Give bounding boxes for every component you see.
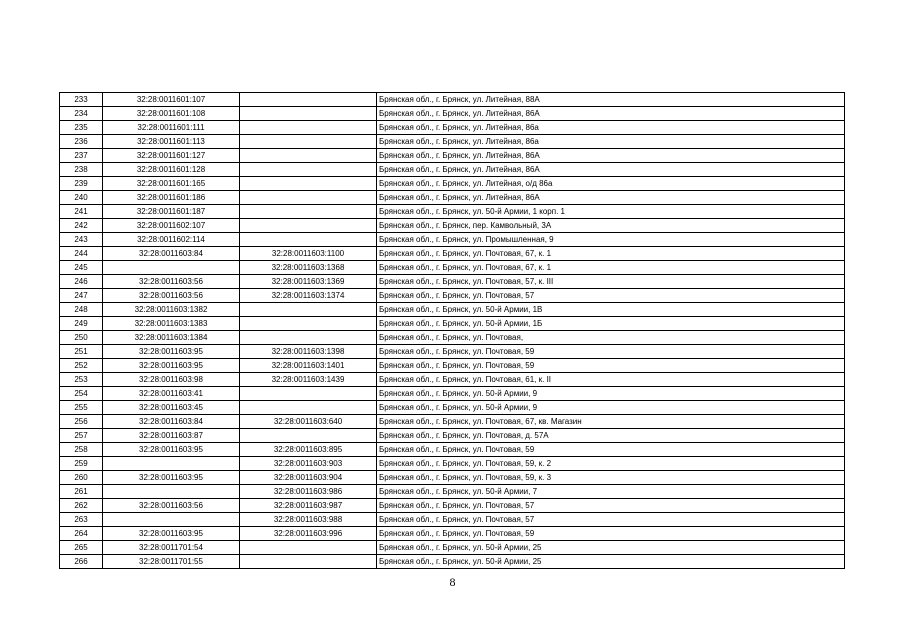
table-row <box>60 177 845 191</box>
cadastral-number-cell: 32:28:0011601:165 <box>103 177 240 191</box>
table-row <box>60 93 845 107</box>
cadastral-number-cell: 32:28:0011603:45 <box>103 401 240 415</box>
sub-cadastral-number-cell: 32:28:0011603:895 <box>240 443 377 457</box>
cadastral-number-cell: 32:28:0011602:107 <box>103 219 240 233</box>
cadastral-number-cell: 32:28:0011701:55 <box>103 555 240 569</box>
row-number-cell: 262 <box>60 499 103 513</box>
cadastral-number-cell: 32:28:0011601:111 <box>103 121 240 135</box>
table-row <box>60 205 845 219</box>
sub-cadastral-number-cell <box>240 233 377 247</box>
table-row <box>60 345 845 359</box>
sub-cadastral-number-cell <box>240 205 377 219</box>
table-row <box>60 107 845 121</box>
address-cell: Брянская обл., г. Брянск, ул. Почтовая, 57 <box>377 499 845 513</box>
table-row <box>60 303 845 317</box>
cadastral-number-cell: 32:28:0011603:95 <box>103 345 240 359</box>
sub-cadastral-number-cell: 32:28:0011603:903 <box>240 457 377 471</box>
address-cell: Брянская обл., г. Брянск, ул. Почтовая, 67, кв. Магазин <box>377 415 845 429</box>
cadastral-number-cell: 32:28:0011601:186 <box>103 191 240 205</box>
address-cell: Брянская обл., г. Брянск, пер. Камвольный, 3А <box>377 219 845 233</box>
table-row <box>60 261 845 275</box>
table-row <box>60 275 845 289</box>
row-number-cell: 253 <box>60 373 103 387</box>
cadastral-number-cell: 32:28:0011603:87 <box>103 429 240 443</box>
address-cell: Брянская обл., г. Брянск, ул. Литейная, 86а <box>377 135 845 149</box>
cadastral-number-cell: 32:28:0011603:95 <box>103 527 240 541</box>
address-cell: Брянская обл., г. Брянск, ул. Литейная, 88А <box>377 93 845 107</box>
sub-cadastral-number-cell: 32:28:0011603:1401 <box>240 359 377 373</box>
table-row <box>60 233 845 247</box>
table-row <box>60 149 845 163</box>
cadastral-number-cell <box>103 457 240 471</box>
table-row <box>60 513 845 527</box>
address-cell: Брянская обл., г. Брянск, ул. Почтовая, 57 <box>377 513 845 527</box>
row-number-cell: 244 <box>60 247 103 261</box>
address-cell: Брянская обл., г. Брянск, ул. Почтовая, д. 57А <box>377 429 845 443</box>
address-cell: Брянская обл., г. Брянск, ул. Почтовая, 59, к. 3 <box>377 471 845 485</box>
cadastral-number-cell: 32:28:0011603:56 <box>103 289 240 303</box>
cadastral-number-cell <box>103 485 240 499</box>
sub-cadastral-number-cell <box>240 121 377 135</box>
address-cell: Брянская обл., г. Брянск, ул. 50-й Армии, 25 <box>377 555 845 569</box>
table-row <box>60 219 845 233</box>
sub-cadastral-number-cell <box>240 303 377 317</box>
table-row <box>60 527 845 541</box>
table-row <box>60 317 845 331</box>
address-cell: Брянская обл., г. Брянск, ул. 50-й Армии, 1В <box>377 303 845 317</box>
sub-cadastral-number-cell: 32:28:0011603:1369 <box>240 275 377 289</box>
cadastral-number-cell: 32:28:0011601:107 <box>103 93 240 107</box>
row-number-cell: 238 <box>60 163 103 177</box>
row-number-cell: 240 <box>60 191 103 205</box>
address-cell: Брянская обл., г. Брянск, ул. Почтовая, 67, к. 1 <box>377 247 845 261</box>
address-cell: Брянская обл., г. Брянск, ул. Почтовая, 57, к. III <box>377 275 845 289</box>
row-number-cell: 256 <box>60 415 103 429</box>
sub-cadastral-number-cell: 32:28:0011603:1439 <box>240 373 377 387</box>
table-body <box>60 93 845 569</box>
address-cell: Брянская обл., г. Брянск, ул. 50-й Армии, 1Б <box>377 317 845 331</box>
table-row <box>60 289 845 303</box>
row-number-cell: 237 <box>60 149 103 163</box>
table-row <box>60 121 845 135</box>
sub-cadastral-number-cell <box>240 191 377 205</box>
table-row <box>60 163 845 177</box>
row-number-cell: 249 <box>60 317 103 331</box>
table-row <box>60 331 845 345</box>
row-number-cell: 264 <box>60 527 103 541</box>
address-cell: Брянская обл., г. Брянск, ул. 50-й Армии, 1 корп. 1 <box>377 205 845 219</box>
cadastral-number-cell: 32:28:0011603:1382 <box>103 303 240 317</box>
row-number-cell: 250 <box>60 331 103 345</box>
table-row <box>60 135 845 149</box>
sub-cadastral-number-cell <box>240 387 377 401</box>
table-row <box>60 555 845 569</box>
cadastral-number-cell <box>103 261 240 275</box>
cadastral-number-cell: 32:28:0011603:95 <box>103 443 240 457</box>
table-row <box>60 541 845 555</box>
address-cell: Брянская обл., г. Брянск, ул. Литейная, 86А <box>377 149 845 163</box>
row-number-cell: 234 <box>60 107 103 121</box>
table-row <box>60 359 845 373</box>
page-number: 8 <box>449 575 456 589</box>
cadastral-number-cell <box>103 513 240 527</box>
table-row <box>60 415 845 429</box>
sub-cadastral-number-cell <box>240 317 377 331</box>
sub-cadastral-number-cell: 32:28:0011603:988 <box>240 513 377 527</box>
address-cell: Брянская обл., г. Брянск, ул. Литейная, 86А <box>377 163 845 177</box>
cadastral-number-cell: 32:28:0011603:1384 <box>103 331 240 345</box>
cadastral-number-cell: 32:28:0011602:114 <box>103 233 240 247</box>
row-number-cell: 258 <box>60 443 103 457</box>
row-number-cell: 248 <box>60 303 103 317</box>
sub-cadastral-number-cell: 32:28:0011603:640 <box>240 415 377 429</box>
sub-cadastral-number-cell <box>240 135 377 149</box>
row-number-cell: 259 <box>60 457 103 471</box>
sub-cadastral-number-cell <box>240 93 377 107</box>
address-cell: Брянская обл., г. Брянск, ул. Литейная, 86а <box>377 121 845 135</box>
row-number-cell: 242 <box>60 219 103 233</box>
address-cell: Брянская обл., г. Брянск, ул. Литейная, 86А <box>377 191 845 205</box>
cadastral-number-cell: 32:28:0011603:56 <box>103 275 240 289</box>
sub-cadastral-number-cell <box>240 107 377 121</box>
row-number-cell: 257 <box>60 429 103 443</box>
sub-cadastral-number-cell: 32:28:0011603:904 <box>240 471 377 485</box>
cadastral-number-cell: 32:28:0011603:84 <box>103 415 240 429</box>
table-row <box>60 191 845 205</box>
row-number-cell: 255 <box>60 401 103 415</box>
cadastral-number-cell: 32:28:0011601:128 <box>103 163 240 177</box>
sub-cadastral-number-cell: 32:28:0011603:986 <box>240 485 377 499</box>
table-row <box>60 429 845 443</box>
sub-cadastral-number-cell <box>240 163 377 177</box>
address-cell: Брянская обл., г. Брянск, ул. Почтовая, <box>377 331 845 345</box>
table-row <box>60 401 845 415</box>
address-cell: Брянская обл., г. Брянск, ул. 50-й Армии, 7 <box>377 485 845 499</box>
row-number-cell: 260 <box>60 471 103 485</box>
row-number-cell: 239 <box>60 177 103 191</box>
address-cell: Брянская обл., г. Брянск, ул. Почтовая, 59 <box>377 443 845 457</box>
sub-cadastral-number-cell: 32:28:0011603:1398 <box>240 345 377 359</box>
address-cell: Брянская обл., г. Брянск, ул. Почтовая, 67, к. 1 <box>377 261 845 275</box>
sub-cadastral-number-cell <box>240 555 377 569</box>
row-number-cell: 247 <box>60 289 103 303</box>
row-number-cell: 246 <box>60 275 103 289</box>
row-number-cell: 235 <box>60 121 103 135</box>
sub-cadastral-number-cell: 32:28:0011603:1368 <box>240 261 377 275</box>
cadastral-number-cell: 32:28:0011603:1383 <box>103 317 240 331</box>
table-row <box>60 387 845 401</box>
address-cell: Брянская обл., г. Брянск, ул. Почтовая, 57 <box>377 289 845 303</box>
cadastral-number-cell: 32:28:0011603:41 <box>103 387 240 401</box>
sub-cadastral-number-cell <box>240 541 377 555</box>
address-cell: Брянская обл., г. Брянск, ул. Литейная, о/д 86а <box>377 177 845 191</box>
sub-cadastral-number-cell <box>240 219 377 233</box>
sub-cadastral-number-cell <box>240 149 377 163</box>
row-number-cell: 233 <box>60 93 103 107</box>
address-cell: Брянская обл., г. Брянск, ул. Почтовая, 59 <box>377 527 845 541</box>
table-row <box>60 247 845 261</box>
cadastral-number-cell: 32:28:0011601:113 <box>103 135 240 149</box>
row-number-cell: 252 <box>60 359 103 373</box>
cadastral-number-cell: 32:28:0011701:54 <box>103 541 240 555</box>
row-number-cell: 265 <box>60 541 103 555</box>
table-row <box>60 485 845 499</box>
row-number-cell: 261 <box>60 485 103 499</box>
address-cell: Брянская обл., г. Брянск, ул. Почтовая, 61, к. II <box>377 373 845 387</box>
cadastral-number-cell: 32:28:0011603:84 <box>103 247 240 261</box>
sub-cadastral-number-cell <box>240 429 377 443</box>
cadastral-number-cell: 32:28:0011603:98 <box>103 373 240 387</box>
cadastral-number-cell: 32:28:0011603:56 <box>103 499 240 513</box>
table-row <box>60 443 845 457</box>
row-number-cell: 243 <box>60 233 103 247</box>
cadastral-number-cell: 32:28:0011601:187 <box>103 205 240 219</box>
table-row <box>60 457 845 471</box>
row-number-cell: 263 <box>60 513 103 527</box>
row-number-cell: 241 <box>60 205 103 219</box>
row-number-cell: 254 <box>60 387 103 401</box>
table-row <box>60 373 845 387</box>
sub-cadastral-number-cell: 32:28:0011603:987 <box>240 499 377 513</box>
sub-cadastral-number-cell: 32:28:0011603:1100 <box>240 247 377 261</box>
address-cell: Брянская обл., г. Брянск, ул. Почтовая, 59 <box>377 345 845 359</box>
address-cell: Брянская обл., г. Брянск, ул. Промышленная, 9 <box>377 233 845 247</box>
row-number-cell: 266 <box>60 555 103 569</box>
cadastral-number-cell: 32:28:0011603:95 <box>103 471 240 485</box>
cadastral-table <box>59 92 845 569</box>
cadastral-number-cell: 32:28:0011601:108 <box>103 107 240 121</box>
address-cell: Брянская обл., г. Брянск, ул. 50-й Армии, 9 <box>377 401 845 415</box>
row-number-cell: 236 <box>60 135 103 149</box>
address-cell: Брянская обл., г. Брянск, ул. 50-й Армии, 25 <box>377 541 845 555</box>
address-cell: Брянская обл., г. Брянск, ул. Литейная, 86А <box>377 107 845 121</box>
cadastral-number-cell: 32:28:0011601:127 <box>103 149 240 163</box>
address-cell: Брянская обл., г. Брянск, ул. 50-й Армии, 9 <box>377 387 845 401</box>
table-row <box>60 499 845 513</box>
sub-cadastral-number-cell <box>240 177 377 191</box>
row-number-cell: 245 <box>60 261 103 275</box>
address-cell: Брянская обл., г. Брянск, ул. Почтовая, 59, к. 2 <box>377 457 845 471</box>
sub-cadastral-number-cell: 32:28:0011603:1374 <box>240 289 377 303</box>
address-cell: Брянская обл., г. Брянск, ул. Почтовая, 59 <box>377 359 845 373</box>
cadastral-number-cell: 32:28:0011603:95 <box>103 359 240 373</box>
sub-cadastral-number-cell <box>240 401 377 415</box>
row-number-cell: 251 <box>60 345 103 359</box>
sub-cadastral-number-cell <box>240 331 377 345</box>
sub-cadastral-number-cell: 32:28:0011603:996 <box>240 527 377 541</box>
table-row <box>60 471 845 485</box>
